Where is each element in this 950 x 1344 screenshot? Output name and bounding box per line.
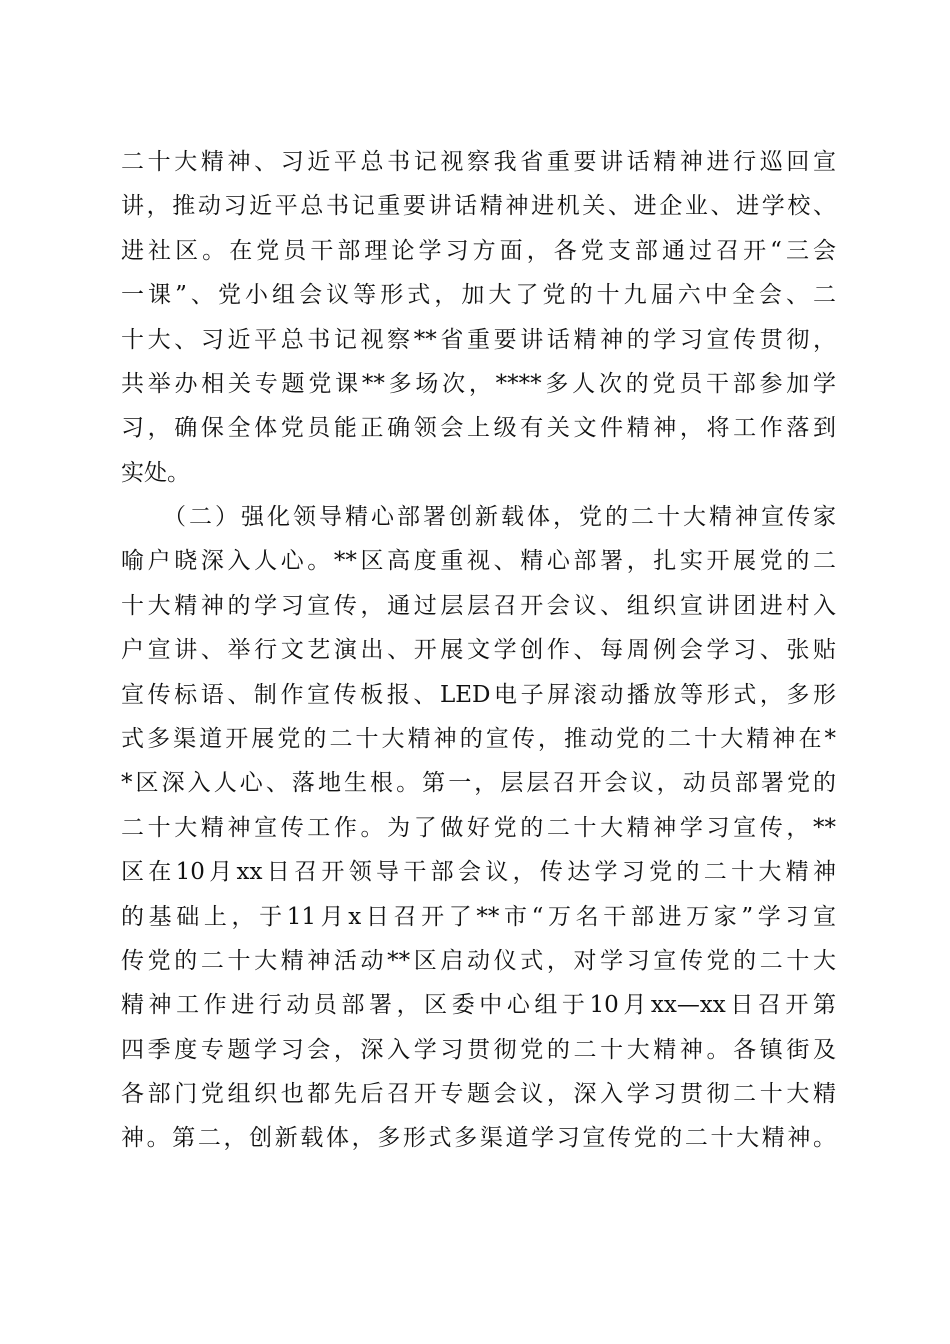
paragraph-2-line: 神。第二，创新载体，多形式多渠道学习宣传党的二十大精神。 [121,1125,836,1152]
paragraph-2-line: 二十大精神宣传工作。为了做好党的二十大精神学习宣传，** [121,814,836,841]
paragraph-2-line: 精神工作进行动员部署，区委中心组于10月xx—xx日召开第 [121,992,836,1019]
paragraph-2 [121,495,836,1161]
paragraph-2-line: 户宣讲、举行文艺演出、开展文学创作、每周例会学习、张贴 [121,637,836,664]
paragraph-1-line: 进社区。在党员干部理论学习方面，各党支部通过召开“三会 [121,237,836,264]
paragraph-2-line: *区深入人心、落地生根。第一，层层召开会议，动员部署党的 [121,770,836,797]
paragraph-1-line: 二十大精神、习近平总书记视察我省重要讲话精神进行巡回宣 [121,149,836,175]
paragraph-2-line: 各部门党组织也都先后召开专题会议，深入学习贯彻二十大精 [121,1081,836,1108]
paragraph-2-line: 式多渠道开展党的二十大精神的宣传，推动党的二十大精神在* [121,725,836,752]
paragraph-1 [121,140,836,495]
section-heading-line: （二）强化领导精心部署创新载体，党的二十大精神宣传家 [163,504,836,530]
paragraph-1-line: 实处。 [121,459,190,486]
paragraph-2-line: 传党的二十大精神活动**区启动仪式，对学习宣传党的二十大 [121,947,836,974]
paragraph-2-line: 十大精神的学习宣传，通过层层召开会议、组织宣讲团进村入 [121,592,836,619]
paragraph-2-line: 区在10月xx日召开领导干部会议，传达学习党的二十大精神 [121,859,836,886]
paragraph-2-line: 宣传标语、制作宣传板报、LED电子屏滚动播放等形式，多形 [121,681,836,708]
paragraph-2-line: 的基础上，于11月x日召开了**市“万名干部进万家”学习宣 [121,903,836,930]
paragraph-1-line: 一课”、党小组会议等形式，加大了党的十九届六中全会、二 [121,282,836,309]
paragraph-1-line: 十大、习近平总书记视察**省重要讲话精神的学习宣传贯彻， [121,326,836,353]
paragraph-2-line: 四季度专题学习会，深入学习贯彻党的二十大精神。各镇街及 [121,1036,836,1063]
paragraph-1-line: 共举办相关专题党课**多场次，****多人次的党员干部参加学 [121,370,836,397]
paragraph-1-line: 讲，推动习近平总书记重要讲话精神进机关、进企业、进学校、 [121,193,836,220]
paragraph-1-line: 习，确保全体党员能正确领会上级有关文件精神，将工作落到 [121,415,836,442]
paragraph-2-line: 喻户晓深入人心。**区高度重视、精心部署，扎实开展党的二 [121,548,836,575]
